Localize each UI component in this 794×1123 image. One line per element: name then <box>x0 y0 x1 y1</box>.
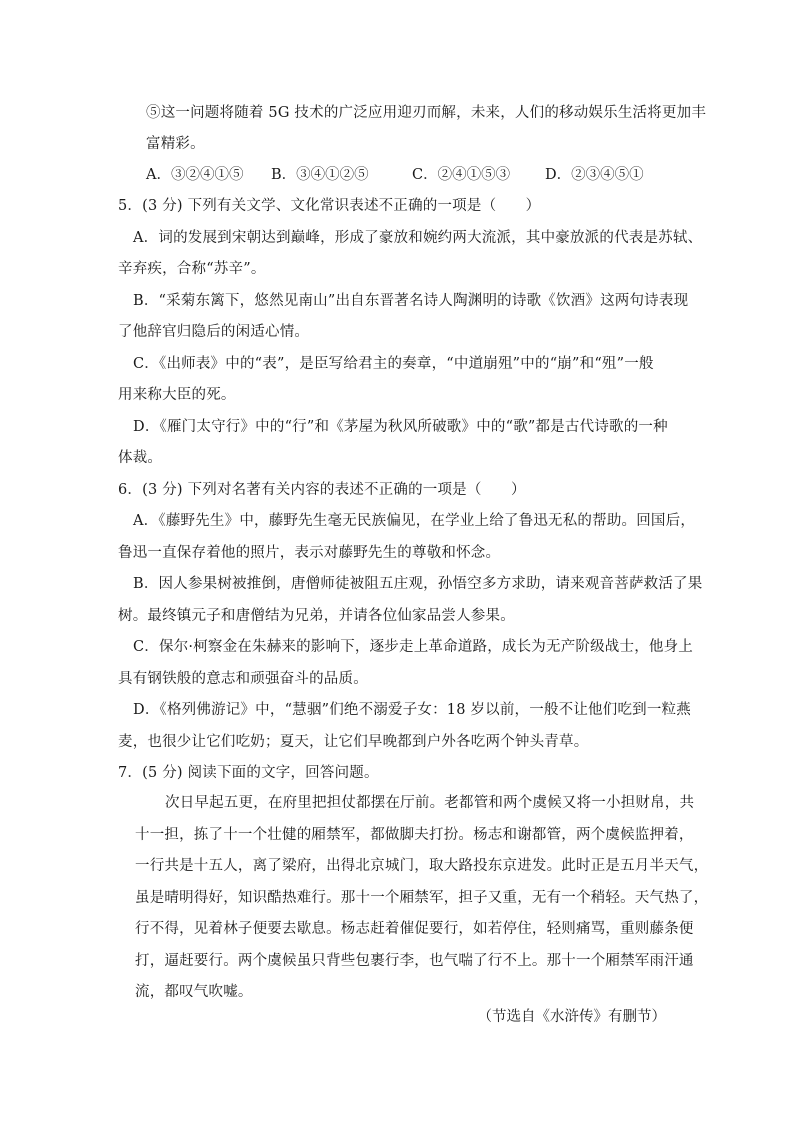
passage-source-note: （节选自《水浒传》有删节） <box>477 1009 666 1025</box>
q6-option-a-line1[interactable]: A．《藤野先生》中，藤野先生毫无民族偏见，在学业上给了鲁迅无私的帮助。回国后， <box>133 513 696 529</box>
q6-option-b-line1[interactable]: B．因人参果树被推倒，唐僧师徒被阻五庄观，孙悟空多方求助，请来观音菩萨救活了果 <box>133 576 703 592</box>
q5-option-a-line2: 辛弃疾，合称“苏辛”。 <box>118 261 266 277</box>
q6-option-b-line2: 树。最终镇元子和唐僧结为兄弟，并请各位仙家品尝人参果。 <box>118 608 515 624</box>
q6-stem: 6．(3 分) 下列对名著有关内容的表述不正确的一项是（ ） <box>118 482 526 498</box>
q5-option-c-line1[interactable]: C．《出师表》中的“表”，是臣写给君主的奏章，“中道崩殂”中的“崩”和“殂”一般 <box>133 356 654 372</box>
passage-line-4: 虽是晴明得好，知识酷热难行。那十一个厢禁军，担子又重，无有一个稍轻。天气热了， <box>135 890 709 906</box>
q6-option-d-line1[interactable]: D．《格列佛游记》中，“慧骃”们绝不溺爱子女：18 岁以前，一般不让他们吃到一粒燕 <box>133 702 691 718</box>
q5-option-b-line2: 了他辞官归隐后的闲适心情。 <box>118 324 310 340</box>
passage-line-7: 流，都叹气吹嘘。 <box>135 984 253 1000</box>
passage-line-5: 行不得，见着林子便要去歇息。杨志赶着催促要行，如若停住，轻则痛骂，重则藤条便 <box>135 921 694 937</box>
q5-stem: 5．(3 分) 下列有关文学、文化常识表述不正确的一项是（ ） <box>118 198 541 214</box>
q4-option-b[interactable]: B．③④①②⑤ <box>271 167 369 183</box>
q4-option-a[interactable]: A．③②④①⑤ <box>146 167 244 183</box>
q5-option-d-line2: 体裁。 <box>118 450 163 466</box>
q6-option-d-line2: 麦，也很少让它们吃奶；夏天，让它们早晚都到户外各吃两个钟头青草。 <box>118 734 589 750</box>
passage-line-6: 打，逼赶要行。两个虞候虽只背些包裹行李，也气喘了行不上。那十一个厢禁军雨汗通 <box>135 953 694 969</box>
q5-option-c-line2: 用来称大臣的死。 <box>118 387 236 403</box>
q4-option-c[interactable]: C．②④①⑤③ <box>412 167 511 183</box>
passage-line-2: 十一担，拣了十一个壮健的厢禁军，都做脚夫打扮。杨志和谢都管，两个虞候监押着， <box>135 827 694 843</box>
q6-option-c-line1[interactable]: C．保尔·柯察金在朱赫来的影响下，逐步走上革命道路，成长为无产阶级战士，他身上 <box>133 639 694 655</box>
q4-answer-options <box>146 165 666 185</box>
q6-option-a-line2: 鲁迅一直保存着他的照片，表示对藤野先生的尊敬和怀念。 <box>118 545 501 561</box>
q6-option-c-line2: 具有钢铁般的意志和顽强奋斗的品质。 <box>118 671 368 687</box>
q4-option-line-5b: 富精彩。 <box>146 136 205 152</box>
q5-option-b-line1[interactable]: B．“采菊东篱下，悠然见南山”出自东晋著名诗人陶渊明的诗歌《饮酒》这两句诗表现 <box>133 293 689 309</box>
q4-option-line-5a: ⑤这一问题将随着 5G 技术的广泛应用迎刃而解，未来，人们的移动娱乐生活将更加丰 <box>146 105 707 121</box>
q7-stem: 7．(5 分) 阅读下面的文字，回答问题。 <box>118 765 379 781</box>
passage-line-1: 次日早起五更，在府里把担仗都摆在厅前。老都管和两个虞候又将一小担财帛，共 <box>165 795 695 811</box>
q5-option-d-line1[interactable]: D．《雁门太守行》中的“行”和《茅屋为秋风所破歌》中的“歌”都是古代诗歌的一种 <box>133 419 668 435</box>
q5-option-a-line1[interactable]: A．词的发展到宋朝达到巅峰，形成了豪放和婉约两大流派，其中豪放派的代表是苏轼、 <box>133 230 703 246</box>
q4-option-d[interactable]: D．②③④⑤① <box>545 167 644 183</box>
passage-line-3: 一行共是十五人，离了梁府，出得北京城门，取大路投东京进发。此时正是五月半天气， <box>135 858 709 874</box>
